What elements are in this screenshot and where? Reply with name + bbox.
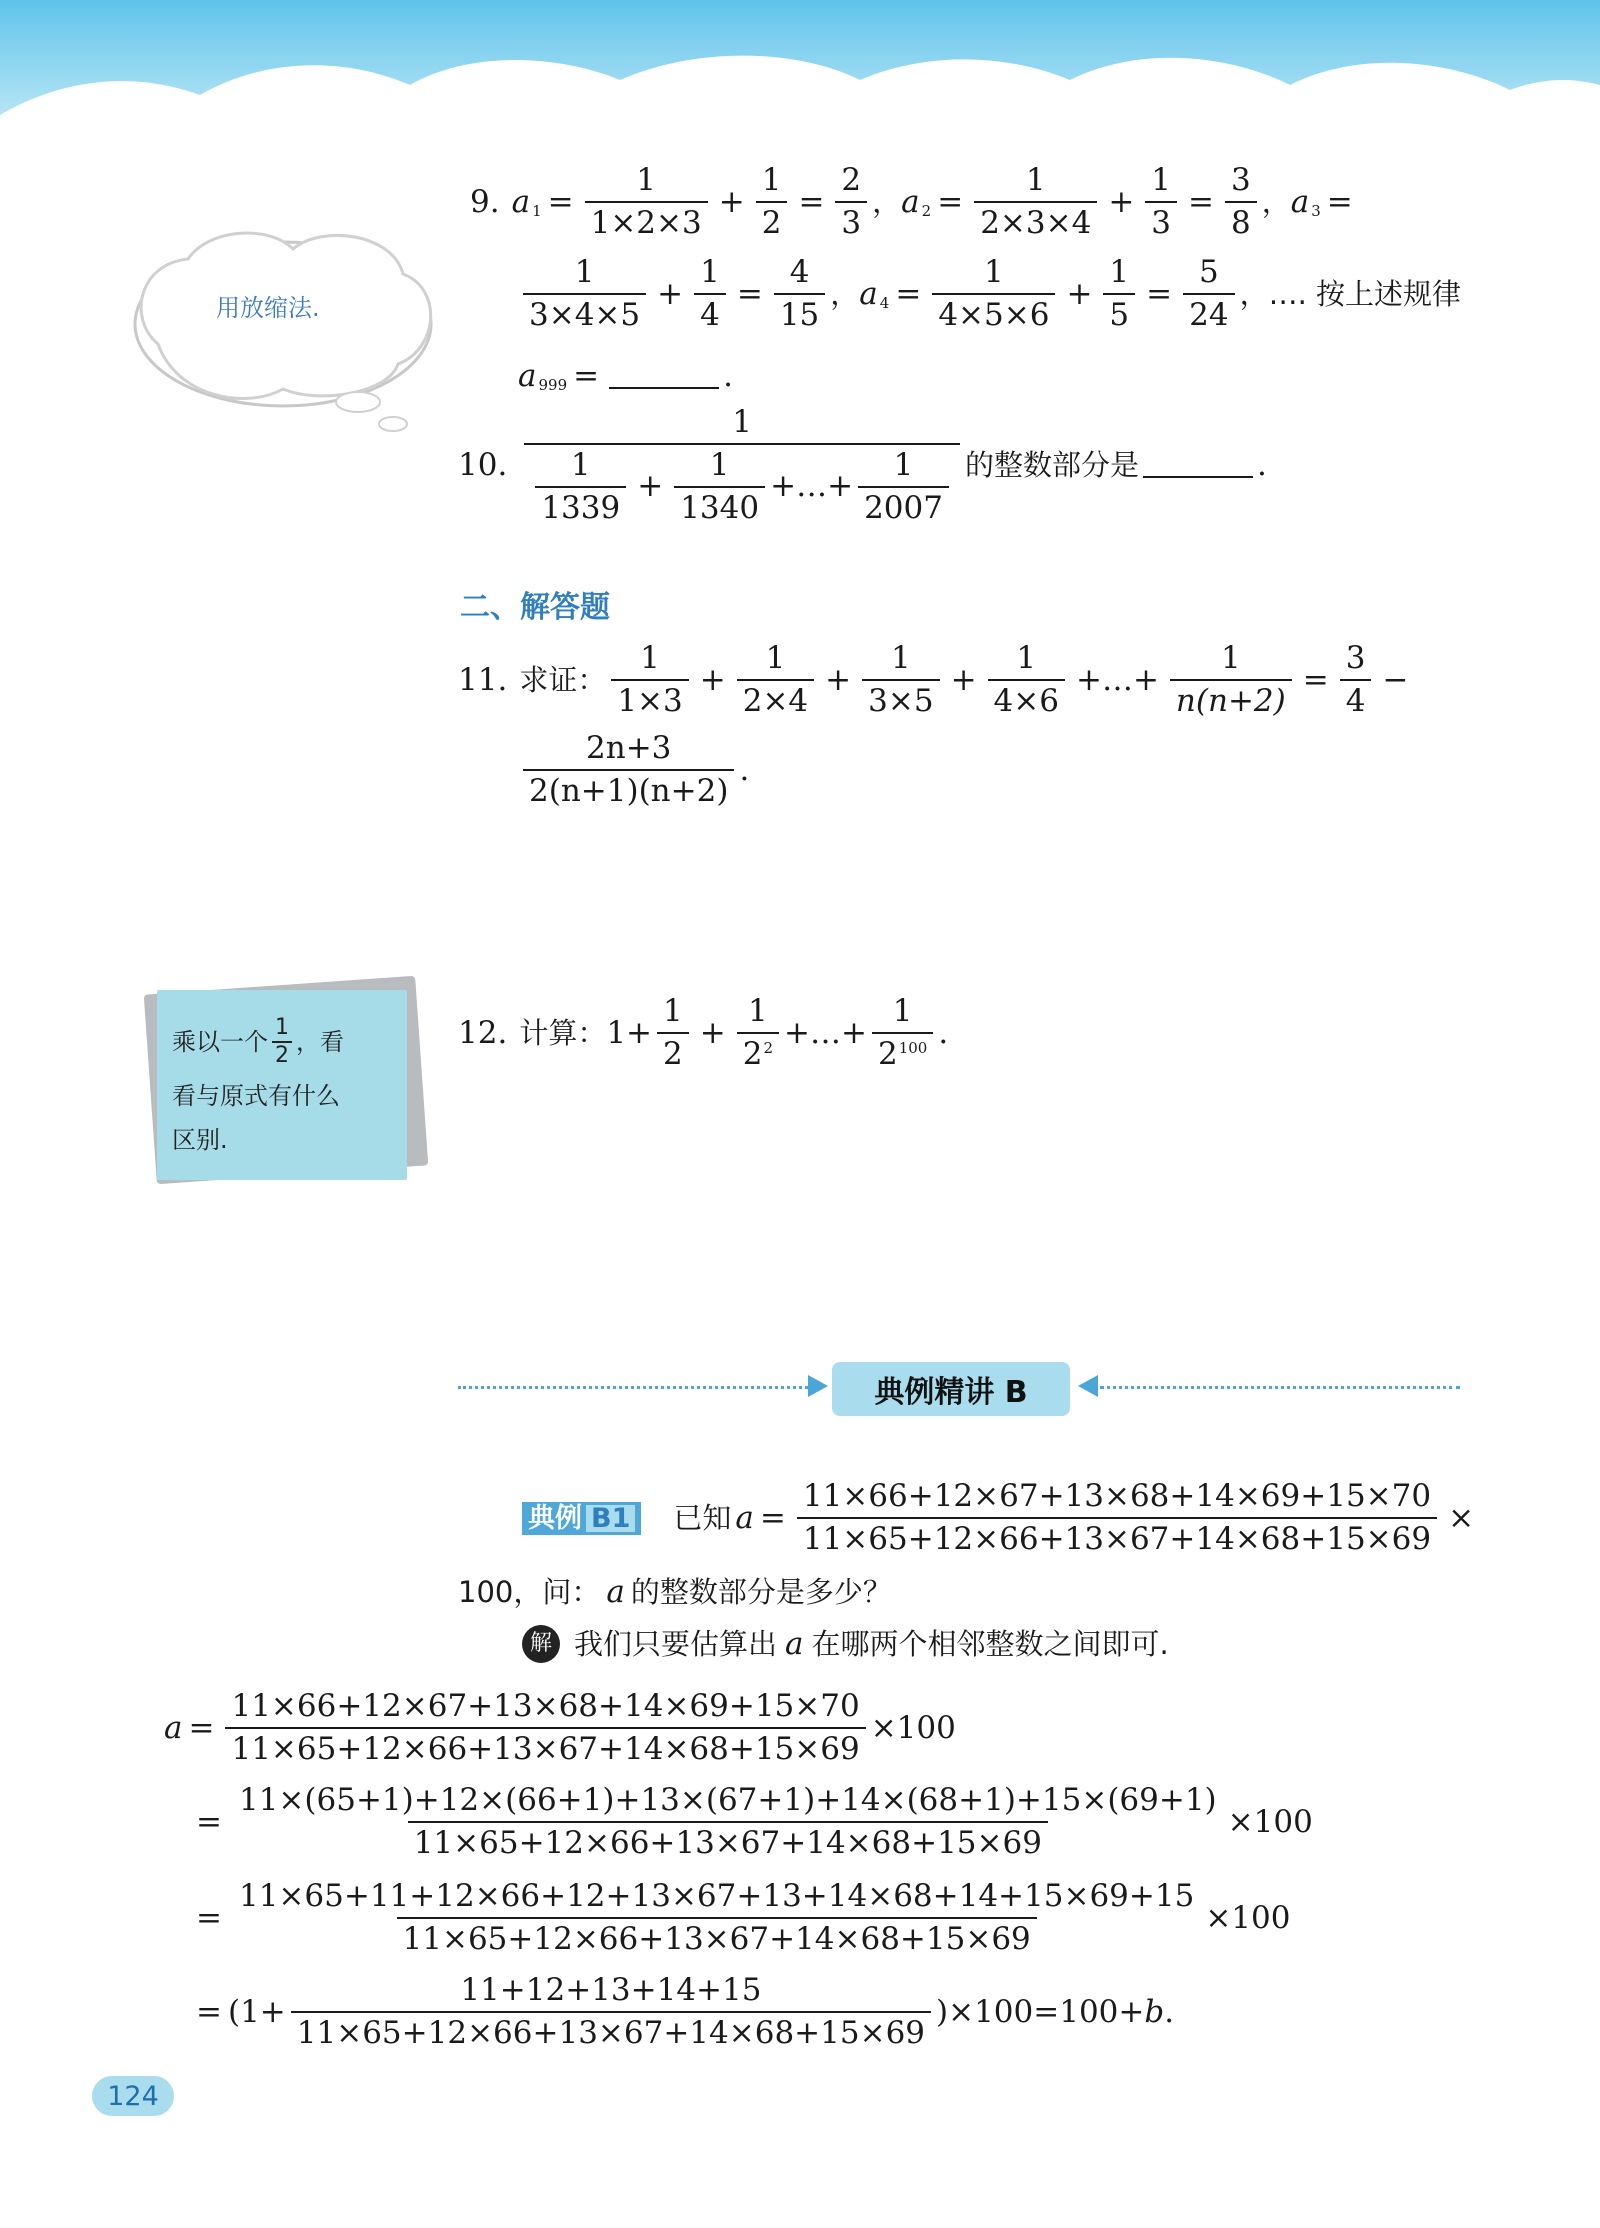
fraction: $\frac{1}{3}$ — [1145, 165, 1177, 239]
q9-rule-text: ，…. 按上述规律 — [1239, 276, 1462, 311]
fraction: $\frac{1}{2\times 3\times 4}$ — [974, 165, 1097, 239]
derivation-step2: = $\frac{11\times(65+1)+12\times(66+1)+13\times(67+1)+14\times(68+1)+15\times(69+1)}{11\times 65+12\times 66+13\times 67+14\times 68+15\times 69}$ ×100 — [196, 1782, 1313, 1861]
arrow-left-icon — [1078, 1375, 1098, 1397]
q12-number: 12. — [458, 1014, 508, 1051]
answer-blank[interactable] — [1143, 452, 1253, 478]
fraction: $\frac{1}{4}$ — [694, 257, 726, 331]
example-line2: 100，问： a 的整数部分是多少？ — [458, 1573, 892, 1610]
q11-label: 求证： — [519, 662, 607, 697]
answer-blank[interactable] — [609, 363, 719, 389]
sky-banner — [0, 0, 1600, 140]
subscript: 1 — [532, 201, 542, 220]
q9-line1: 9. a 1 = $\frac{1}{1\times 2\times 3}$ + $\frac{1}{2}$ = $\frac{2}{3}$ ， a 2 = $\frac{1}{2\times 3\times 4}$ + $\frac{1}{3}$ = $\frac{3}{8}$ ， a 3 = — [470, 162, 1353, 241]
thought-cloud — [118, 224, 448, 444]
cloud-hint-text: 用放缩法. — [216, 294, 320, 322]
q10-number: 10. — [458, 446, 508, 483]
derivation-step3: = $\frac{11\times 65+11+12\times 66+12+13\times 67+13+14\times 68+14+15\times 69+15}{11\times 65+12\times 66+13\times 67+14\times 68+15\times 69}$ ×100 — [196, 1878, 1291, 1957]
q12-label: 计算： — [519, 1015, 607, 1050]
fraction: $\frac{3}{8}$ — [1225, 165, 1257, 239]
q10: 10. 1 $\frac{1}{1339}$ + $\frac{1}{1340}$ +…+ $\frac{1}{2007}$ 的整数部分是 . — [458, 403, 1267, 526]
q11-line2: $\frac{2n+3}{2(n+1)(n+2)}$ . — [518, 730, 749, 810]
derivation-step4: = (1+ $\frac{11+12+13+14+15}{11\times 65+12\times 66+13\times 67+14\times 68+15\times 69}$ )×100=100+ b . — [196, 1972, 1175, 2051]
page-number: 124 — [92, 2076, 174, 2116]
q9-number: 9. — [470, 183, 500, 220]
q10-text: 的整数部分是 — [964, 447, 1139, 482]
fraction: $\frac{4}{15}$ — [774, 257, 825, 331]
fraction: $\frac{5}{24}$ — [1183, 257, 1234, 331]
fraction: $\frac{1}{5}$ — [1103, 257, 1135, 331]
q11-number: 11. — [458, 661, 508, 698]
complex-fraction: 1 $\frac{1}{1339}$ + $\frac{1}{1340}$ +…+ $\frac{1}{2007}$ — [524, 407, 960, 524]
fraction: $\frac{2}{3}$ — [835, 165, 867, 239]
fraction: $\frac{1}{2}$ — [756, 165, 788, 239]
fraction: $\frac{1}{3\times 4\times 5}$ — [523, 257, 646, 331]
derivation-step1: a = $\frac{11\times 66+12\times 67+13\times 68+14\times 69+15\times 70}{11\times 65+12\times 66+13\times 67+14\times 68+15\times 69}$ ×100 — [164, 1688, 956, 1767]
example-line1: 典例 B1 已知 a = $\frac{11\times 66+12\times 67+13\times 68+14\times 69+15\times 70}{11\times 65+12\times 66+13\times 67+14\times 68+15\times 69}$ × — [522, 1478, 1480, 1558]
example-badge: 典例 B1 — [522, 1502, 641, 1535]
section-heading: 二、解答题 — [460, 590, 610, 625]
q9-line3: a 999 = . — [518, 357, 733, 394]
section-b-title: 典例精讲 B — [832, 1362, 1070, 1416]
solution-mark: 解 — [522, 1625, 560, 1663]
fraction: $\frac{1}{4\times 5\times 6}$ — [932, 257, 1055, 331]
arrow-right-icon — [808, 1375, 828, 1397]
divider-right — [1100, 1386, 1460, 1389]
fraction: $\frac{1}{1\times 2\times 3}$ — [585, 165, 708, 239]
divider-left — [458, 1386, 808, 1389]
sticky-note-text: 乘以一个 $\frac{1}{2}$ ，看 看与原式有什么 区别. — [172, 1015, 344, 1154]
solution-line: 解 我们只要估算出 a 在哪两个相邻整数之间即可. — [522, 1622, 1169, 1666]
q9-line2: $\frac{1}{3\times 4\times 5}$ + $\frac{1}{4}$ = $\frac{4}{15}$ ， a 4 = $\frac{1}{4\times 5\times 6}$ + $\frac{1}{5}$ = $\frac{5}{24}$ ，…. 按上述规律 — [518, 254, 1461, 334]
var-a: a — [511, 183, 531, 220]
equals: = — [547, 183, 574, 220]
q12: 12. 计算： 1+ $\frac{1}{2}$ + $\frac{1}{2^2}$ +…+ $\frac{1}{2^{100}}$ . — [458, 993, 949, 1072]
q11-line1: 11. 求证： $\frac{1}{1\times 3}$ + $\frac{1}{2\times 4}$ + $\frac{1}{3\times 5}$ + $\frac{1}{4\times 6}$ +…+ $\frac{1}{n(n+2)}$ = $\frac{3}{4}$ − — [458, 640, 1409, 719]
example-intro: 已知 — [673, 1500, 732, 1535]
